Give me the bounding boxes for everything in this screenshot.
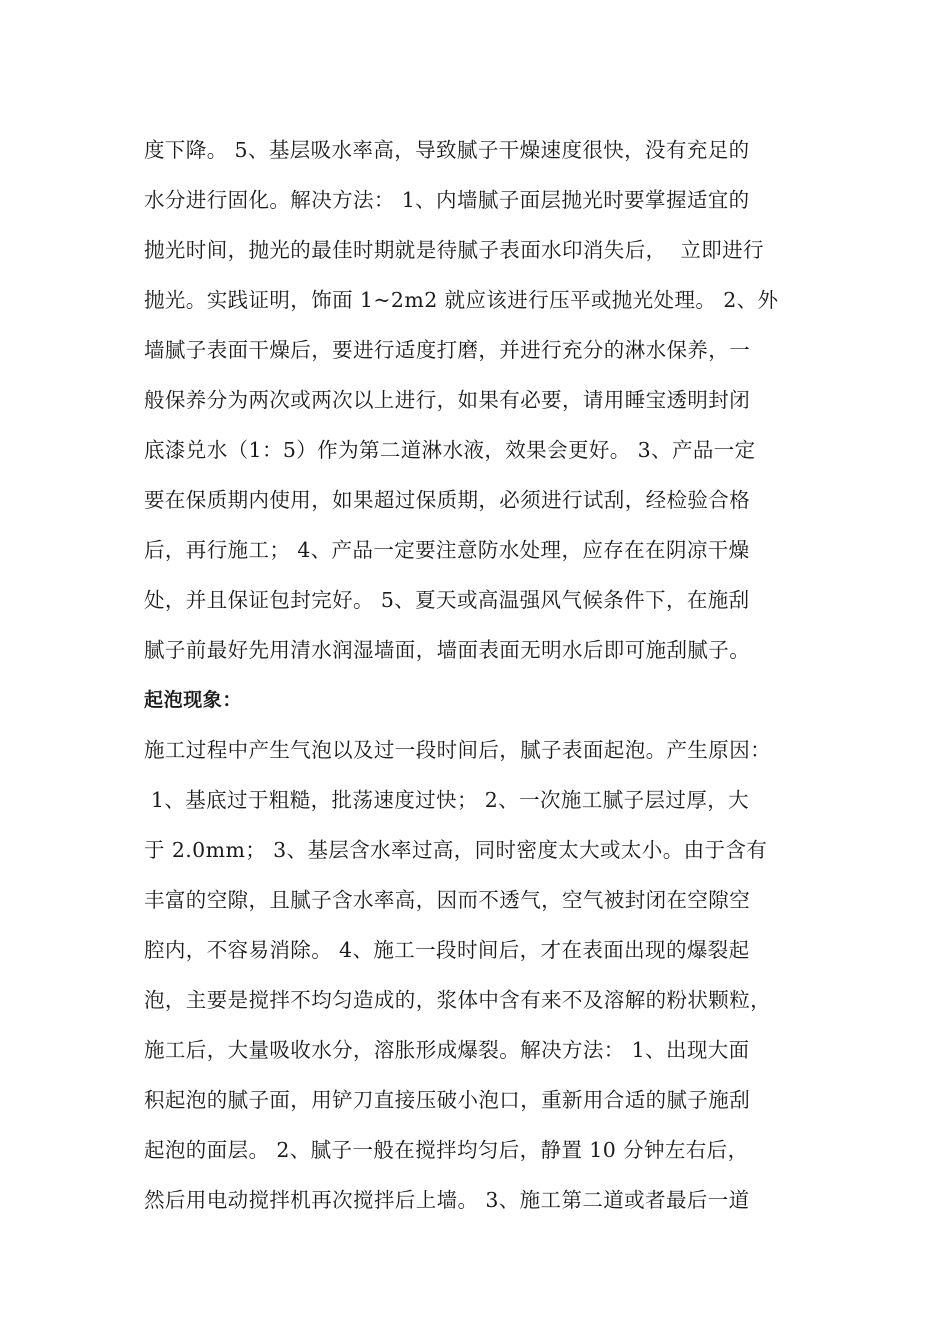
text-line: 然后用电动搅拌机再次搅拌后上墙。 3、施工第二道或者最后一道: [144, 1188, 750, 1212]
text-line: 后，再行施工； 4、产品一定要注意防水处理，应存在在阴凉干燥: [144, 538, 750, 562]
section-heading: 起泡现象：: [144, 689, 243, 711]
text-line: 施工过程中产生气泡以及过一段时间后，腻子表面起泡。产生原因：: [144, 738, 771, 762]
text-line: 腔内，不容易消除。 4、施工一段时间后，才在表面出现的爆裂起: [144, 938, 750, 962]
text-line: 抛光。实践证明，饰面 1~2m2 就应该进行压平或抛光处理。 2、外: [144, 288, 779, 312]
text-line: 积起泡的腻子面，用铲刀直接压破小泡口，重新用合适的腻子施刮: [144, 1088, 751, 1112]
text-line: 腻子前最好先用清水润湿墙面，墙面表面无明水后即可施刮腻子。: [144, 638, 751, 662]
text-line: 丰富的空隙，且腻子含水率高，因而不透气，空气被封闭在空隙空: [144, 888, 751, 912]
text-line: 墙腻子表面干燥后，要进行适度打磨，并进行充分的淋水保养，一: [144, 338, 751, 362]
text-line: 泡，主要是搅拌不均匀造成的，浆体中含有来不及溶解的粉状颗粒，: [144, 988, 771, 1012]
text-line: 底漆兑水（1：5）作为第二道淋水液，效果会更好。 3、产品一定: [144, 438, 756, 462]
text-line: 水分进行固化。解决方法： 1、内墙腻子面层抛光时要掌握适宜的: [144, 188, 750, 212]
text-line: 施工后，大量吸收水分，溶胀形成爆裂。解决方法： 1、出现大面: [144, 1038, 750, 1062]
text-line: 于 2.0mm； 3、基层含水率过高，同时密度太大或太小。由于含有: [144, 838, 768, 862]
text-line: 般保养分为两次或两次以上进行，如果有必要，请用睡宝透明封闭: [144, 388, 751, 412]
text-line: 度下降。 5、基层吸水率高，导致腻子干燥速度很快，没有充足的: [144, 138, 750, 162]
text-line: 要在保质期内使用，如果超过保质期，必须进行试刮，经检验合格: [144, 488, 751, 512]
text-line: 起泡的面层。 2、腻子一般在搅拌均匀后，静置 10 分钟左右后，: [144, 1138, 749, 1162]
text-line: 1、基底过于粗糙，批荡速度过快； 2、一次施工腻子层过厚，大: [144, 788, 750, 812]
text-line: 抛光时间，抛光的最佳时期就是待腻子表面水印消失后， 立即进行: [144, 238, 764, 262]
text-line: 处，并且保证包封完好。 5、夏天或高温强风气候条件下，在施刮: [144, 588, 750, 612]
